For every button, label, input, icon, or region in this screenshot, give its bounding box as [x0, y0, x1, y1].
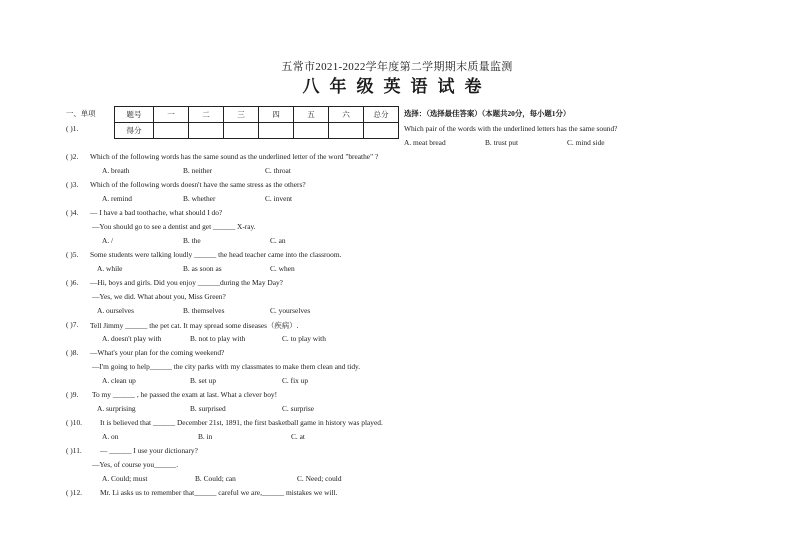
question-5-option-a: A. while — [97, 264, 123, 273]
score-input-cell[interactable] — [259, 123, 294, 139]
question-9-option-c: C. surprise — [282, 404, 315, 413]
score-cell: 六 — [329, 107, 364, 123]
score-cell: 一 — [154, 107, 189, 123]
question-7-text: Tell Jimmy ______ the pet cat. It may spread some diseases（疾病）. — [90, 321, 299, 330]
question-1-text: Which pair of the words with the underlined letters has the same sound? — [404, 124, 618, 133]
question-8-option-c: C. fix up — [282, 376, 309, 385]
question-5-number: ( )5. — [66, 250, 79, 259]
question-3-number: ( )3. — [66, 180, 79, 189]
question-4-option-a: A. / — [102, 236, 114, 245]
question-11-number: ( )11. — [66, 446, 82, 455]
question-10-number: ( )10. — [66, 418, 83, 427]
score-input-cell[interactable] — [154, 123, 189, 139]
question-4-number: ( )4. — [66, 208, 79, 217]
question-9-number: ( )9. — [66, 390, 79, 399]
question-1-number: ( )1. — [66, 124, 79, 133]
question-1-option-b: B. trust put — [485, 138, 519, 147]
score-input-cell[interactable] — [224, 123, 259, 139]
exam-title: 八年级英语试卷 — [302, 77, 492, 96]
question-5-option-c: C. when — [270, 264, 295, 273]
question-3-option-b: B. whether — [183, 194, 216, 203]
score-cell: 总分 — [364, 107, 399, 123]
score-cell: 四 — [259, 107, 294, 123]
question-4-text: — I have a bad toothache, what should I do? — [90, 208, 223, 217]
score-cell: 五 — [294, 107, 329, 123]
question-7-option-c: C. to play with — [282, 334, 326, 343]
question-11-option-b: B. Could; can — [195, 474, 236, 483]
question-11-text2: —Yes, of course you______. — [92, 460, 179, 469]
question-6-option-b: B. themselves — [183, 306, 225, 315]
question-10-text: It is believed that ______ December 21st, 1891, the first basketball game in history was played. — [100, 418, 383, 427]
question-7-number: ( )7. — [66, 320, 79, 329]
question-9-text: To my ______ , he passed the exam at last. What a clever boy! — [92, 390, 278, 399]
question-8-option-b: B. set up — [190, 376, 217, 385]
question-11-text: — ______ I use your dictionary? — [100, 446, 198, 455]
question-9-option-b: B. surprised — [190, 404, 226, 413]
score-cell: 题号 — [115, 107, 154, 123]
question-8-text2: —I'm going to help______ the city parks with my classmates to make them clean and tidy. — [92, 362, 361, 371]
score-input-cell[interactable] — [364, 123, 399, 139]
question-6-option-c: C. yourselves — [270, 306, 311, 315]
score-table-header-row — [115, 107, 399, 123]
score-cell: 三 — [224, 107, 259, 123]
question-6-text2: —Yes, we did. What about you, Miss Green? — [92, 292, 226, 301]
question-8-option-a: A. clean up — [102, 376, 136, 385]
score-input-cell[interactable] — [329, 123, 364, 139]
question-6-number: ( )6. — [66, 278, 79, 287]
question-3-option-c: C. invent — [265, 194, 293, 203]
question-2-text: Which of the following words has the same sound as the underlined letter of the word "breathe" ? — [90, 152, 379, 161]
score-input-cell[interactable] — [189, 123, 224, 139]
question-5-option-b: B. as soon as — [183, 264, 222, 273]
question-3-text: Which of the following words doesn't have the same stress as the others? — [90, 180, 306, 189]
question-4-option-c: C. an — [270, 236, 286, 245]
score-row-label: 得分 — [115, 123, 154, 139]
question-6-text: —Hi, boys and girls. Did you enjoy ______during the May Day? — [90, 278, 283, 287]
section-heading: 选择：（选择最佳答案）（本题共20分，每小题1分） — [404, 109, 571, 118]
question-10-option-c: C. at — [291, 432, 305, 441]
score-table-score-row — [115, 123, 399, 139]
question-8-text: —What's your plan for the coming weekend? — [90, 348, 225, 357]
question-10-option-b: B. in — [198, 432, 213, 441]
question-1-option-c: C. mind side — [567, 138, 605, 147]
question-1-option-a: A. meat bread — [404, 138, 446, 147]
question-9-option-a: A. surprising — [97, 404, 136, 413]
question-4-option-b: B. the — [183, 236, 201, 245]
question-10-option-a: A. on — [102, 432, 119, 441]
score-cell: 二 — [189, 107, 224, 123]
question-12-text: Mr. Li asks us to remember that______ careful we are,______ mistakes we will. — [100, 488, 338, 497]
question-12-number: ( )12. — [66, 488, 83, 497]
question-11-option-a: A. Could; must — [102, 474, 148, 483]
question-2-number: ( )2. — [66, 152, 79, 161]
question-7-option-b: B. not to play with — [190, 334, 246, 343]
question-8-number: ( )8. — [66, 348, 79, 357]
question-6-option-a: A. ourselves — [97, 306, 134, 315]
question-4-text2: —You should go to see a dentist and get ______ X-ray. — [92, 222, 256, 231]
score-input-cell[interactable] — [294, 123, 329, 139]
question-11-option-c: C. Need; could — [297, 474, 342, 483]
question-2-option-b: B. neither — [183, 166, 213, 175]
section-label: 一、单项 — [66, 109, 96, 118]
score-table — [114, 106, 399, 139]
question-7-option-a: A. doesn't play with — [102, 334, 162, 343]
question-2-option-a: A. breath — [102, 166, 130, 175]
question-2-option-c: C. throat — [265, 166, 291, 175]
exam-region-title: 五常市2021-2022学年度第二学期期末质量监测 — [281, 61, 513, 73]
question-5-text: Some students were talking loudly ______ the head teacher came into the classroom. — [90, 250, 342, 259]
question-3-option-a: A. remind — [102, 194, 132, 203]
